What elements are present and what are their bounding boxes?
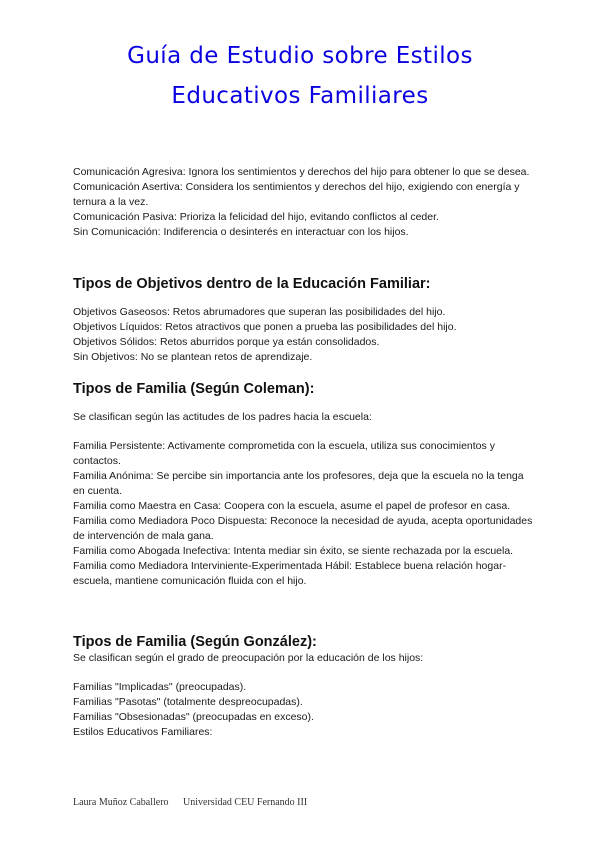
communication-item: Comunicación Asertiva: Considera los sentimientos y derechos del hijo, exigiendo con energía y ternura a la vez. (73, 181, 520, 208)
title-line-1: Guía de Estudio sobre Estilos (127, 43, 473, 69)
gonzalez-item: Familias "Obsesionadas" (preocupadas en exceso). (73, 711, 314, 723)
coleman-item: Familia Persistente: Activamente comprometida con la escuela, utiliza sus conocimientos y contactos. (73, 440, 495, 467)
objectives-heading: Tipos de Objetivos dentro de la Educación Familiar: (73, 276, 431, 292)
coleman-item: Familia como Mediadora Poco Dispuesta: Reconoce la necesidad de ayuda, acepta oportunidades de intervención de mala gana. (73, 515, 533, 542)
coleman-item: Familia como Maestra en Casa: Coopera con la escuela, asume el papel de profesor en casa. (73, 500, 511, 512)
objective-item: Objetivos Líquidos: Retos atractivos que ponen a prueba las posibilidades del hijo. (73, 321, 457, 333)
objective-item: Objetivos Gaseosos: Retos abrumadores que superan las posibilidades del hijo. (73, 306, 446, 318)
communication-item: Sin Comunicación: Indiferencia o desinterés en interactuar con los hijos. (73, 226, 409, 238)
gonzalez-item: Familias "Pasotas" (totalmente despreocupadas). (73, 696, 303, 708)
gonzalez-item: Familias "Implicadas" (preocupadas). (73, 681, 247, 693)
footer-university: Universidad CEU Fernando III (183, 797, 308, 808)
coleman-heading: Tipos de Familia (Según Coleman): (73, 381, 315, 397)
document-title (0, 36, 600, 116)
communication-section (73, 165, 533, 240)
page-footer (73, 797, 307, 808)
coleman-item: Familia Anónima: Se percibe sin importancia ante los profesores, deja que la escuela no la tenga en cuenta. (73, 470, 524, 497)
footer-author: Laura Muñoz Caballero (73, 797, 169, 808)
gonzalez-section (73, 633, 533, 740)
title-line-2: Educativos Familiares (171, 83, 429, 109)
objectives-section (73, 275, 533, 365)
coleman-item: Familia como Mediadora Interviniente-Experimentada Hábil: Establece buena relación hogar-escuela, mantiene comunicación fluida con el hijo. (73, 560, 507, 587)
gonzalez-intro: Se clasifican según el grado de preocupación por la educación de los hijos: (73, 652, 424, 664)
coleman-section (73, 380, 533, 589)
gonzalez-heading: Tipos de Familia (Según González): (73, 634, 317, 650)
communication-item: Comunicación Pasiva: Prioriza la felicidad del hijo, evitando conflictos al ceder. (73, 211, 439, 223)
coleman-item: Familia como Abogada Inefectiva: Intenta mediar sin éxito, se siente rechazada por la escuela. (73, 545, 514, 557)
objective-item: Objetivos Sólidos: Retos aburridos porque ya están consolidados. (73, 336, 380, 348)
objective-item: Sin Objetivos: No se plantean retos de aprendizaje. (73, 351, 313, 363)
gonzalez-item: Estilos Educativos Familiares: (73, 726, 213, 738)
coleman-intro: Se clasifican según las actitudes de los padres hacia la escuela: (73, 411, 372, 423)
communication-item: Comunicación Agresiva: Ignora los sentimientos y derechos del hijo para obtener lo que se desea. (73, 166, 530, 178)
